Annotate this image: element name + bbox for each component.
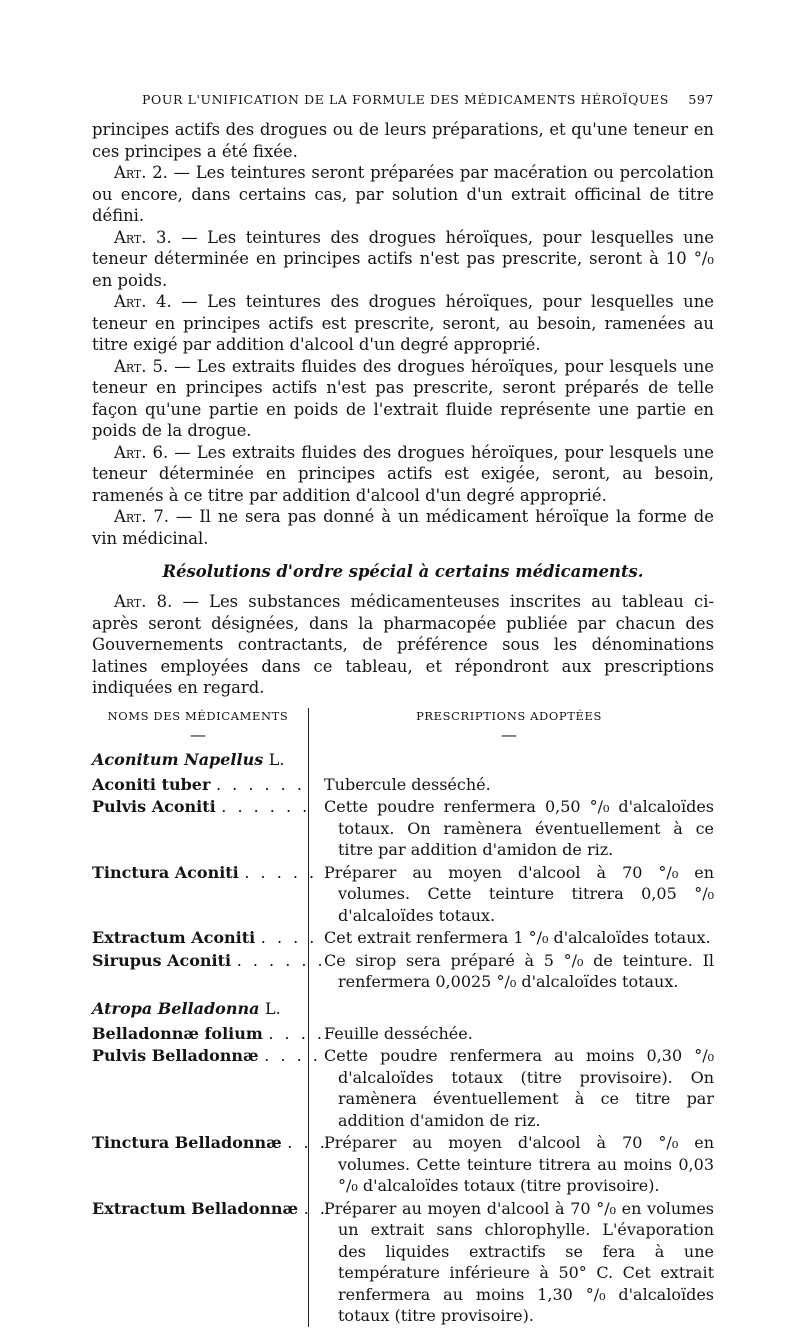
table-row — [92, 927, 714, 949]
name-text: Extractum Belladonnæ — [92, 1198, 299, 1218]
table-row — [92, 774, 714, 796]
body-text — [92, 119, 714, 699]
article-paragraph — [92, 162, 714, 227]
prescription: Cette poudre renfermera au moins 0,30 °/₀ d'alcaloïdes totaux (titre provisoire). On ramènera éventuellement à ce titre par addition d'amidon de riz. — [324, 1046, 714, 1130]
medicament-name — [92, 1132, 328, 1197]
dash: — — [501, 724, 517, 744]
table-row — [92, 1023, 714, 1045]
medicaments-table — [92, 709, 714, 1327]
table-row — [92, 862, 714, 927]
dot-leader: . . . — [287, 1133, 328, 1152]
medicament-name — [92, 1023, 325, 1045]
article-paragraph — [92, 291, 714, 356]
article-label: Art. 3. — [114, 227, 172, 247]
prescription: Cette poudre renfermera 0,50 °/₀ d'alcaloïdes totaux. On ramènera éventuellement à ce titre par addition d'amidon de riz. — [324, 797, 714, 859]
header-dashes — [92, 725, 714, 744]
medicament-name — [92, 774, 304, 796]
name-text: Belladonnæ folium — [92, 1023, 263, 1043]
dot-leader: . . . . — [268, 1023, 325, 1043]
article-paragraph — [92, 227, 714, 292]
prescription: Cet extrait renfermera 1 °/₀ d'alcaloïdes totaux. — [324, 928, 711, 947]
table-row — [92, 950, 714, 993]
table-body — [92, 748, 714, 1327]
article-label: Art. 6. — [114, 442, 169, 462]
name-text: Tinctura Aconiti — [92, 862, 239, 882]
article-paragraph — [92, 442, 714, 507]
name-text: Extractum Aconiti — [92, 928, 256, 947]
page-number: 597 — [688, 92, 714, 107]
article-text: — Les extraits fluides des drogues héroïques, pour lesquels une teneur en principes actifs n'est pas prescrite, seront préparés de telle façon qu'une partie en poids de l'extrait fluide représente une partie en poids de la drogue. — [92, 356, 714, 440]
medicament-name — [92, 927, 318, 949]
column-header-prescriptions: PRESCRIPTIONS ADOPTÉES — [416, 708, 602, 723]
prescription: Préparer au moyen d'alcool à 70 °/₀ en volumes. Cette teinture titrera 0,05 °/₀ d'alcaloïdes totaux. — [324, 862, 714, 925]
plant-name: Atropa Belladonna — [92, 998, 260, 1018]
article-label: Art. 8. — [114, 592, 173, 611]
dash: — — [190, 724, 206, 744]
medicament-name — [92, 1045, 321, 1131]
article-label: Art. 4. — [114, 292, 172, 311]
name-text: Aconiti tuber — [92, 774, 211, 794]
article-text: — Les teintures des drogues héroïques, pour lesquelles une teneur déterminée en principes actifs n'est pas prescrite, seront à 10 °/₀ en poids. — [92, 227, 714, 290]
prescription: Ce sirop sera préparé à 5 °/₀ de teinture. Il renfermera 0,0025 °/₀ d'alcaloïdes totaux. — [324, 950, 714, 991]
column-header-names: NOMS DES MÉDICAMENTS — [107, 708, 289, 723]
article-label: Art. 2. — [114, 163, 168, 182]
dot-leader: . . . . — [260, 928, 318, 947]
section-heading: Résolutions d'ordre spécial à certains médicaments. — [162, 562, 644, 581]
article-text: — Les substances médicamenteuses inscrites au tableau ci-après seront désignées, dans la pharmacopée publiée par chacun des Gouvernements contractants, de préférence sous les dénominations latines employées dans ce tableau, et répondront aux prescriptions indiquées en regard. — [92, 592, 714, 697]
article-paragraph — [92, 591, 714, 699]
table-row — [92, 1198, 714, 1327]
name-text: Tinctura Belladonnæ — [92, 1133, 282, 1152]
article-text: — Les teintures seront préparées par macération ou percolation ou encore, dans certains cas, par solution d'un extrait officinal de titre défini. — [92, 163, 714, 225]
dot-leader: . . — [303, 1198, 328, 1218]
plant-heading — [92, 997, 714, 1021]
table-header — [92, 709, 714, 723]
table-row — [92, 1045, 714, 1131]
medicament-name — [92, 1198, 328, 1327]
name-text: Pulvis Belladonnæ — [92, 1046, 259, 1065]
prescription: Feuille desséchée. — [324, 1023, 473, 1043]
article-text: — Il ne sera pas donné à un médicament héroïque la forme de vin médicinal. — [92, 507, 714, 548]
paragraph — [92, 119, 714, 162]
plant-author: L. — [268, 749, 285, 769]
table-row — [92, 1132, 714, 1197]
plant-author: L. — [265, 998, 281, 1018]
name-text: Sirupus Aconiti — [92, 950, 232, 970]
article-paragraph — [92, 506, 714, 549]
dot-leader: . . . . . . — [215, 774, 305, 794]
article-text: — Les extraits fluides des drogues héroïques, pour lesquels une teneur déterminée en principes actifs est exigée, seront, au besoin, ramenés à ce titre par addition d'alcool d'un degré approprié. — [92, 442, 714, 505]
paragraph-text: principes actifs des drogues ou de leurs préparations, et qu'une teneur en ces principes a été fixée. — [92, 120, 714, 161]
article-paragraph — [92, 356, 714, 442]
running-title: POUR L'UNIFICATION DE LA FORMULE DES MÉDICAMENTS HÉROÏQUES — [142, 92, 669, 107]
prescription: Tubercule desséché. — [324, 774, 491, 794]
dot-leader: . . . . — [264, 1046, 321, 1065]
prescription: Préparer au moyen d'alcool à 70 °/₀ en volumes un extrait sans chlorophylle. L'évaporation des liquides extractifs se fera à une température inférieure à 50° C. Cet extrait renfermera au moins 1,30 °/₀ d'alcaloïdes totaux (titre provisoire). — [324, 1198, 714, 1325]
medicament-name — [92, 796, 311, 861]
dot-leader: . . . . . — [244, 862, 318, 882]
running-header — [142, 92, 714, 107]
prescription: Préparer au moyen d'alcool à 70 °/₀ en volumes. Cette teinture titrera au moins 0,03 °/₀ d'alcaloïdes totaux (titre provisoire). — [324, 1133, 714, 1195]
document-page — [92, 92, 714, 1328]
article-label: Art. 5. — [114, 356, 169, 376]
name-text: Pulvis Aconiti — [92, 797, 216, 816]
plant-name: Aconitum Napellus — [92, 749, 264, 769]
table-row — [92, 796, 714, 861]
medicament-name — [92, 862, 318, 927]
article-text: — Les teintures des drogues héroïques, pour lesquelles une teneur en principes actifs est prescrite, seront, au besoin, ramenées au titre exigé par addition d'alcool d'un degré approprié. — [92, 292, 714, 354]
plant-heading — [92, 748, 714, 772]
medicament-name — [92, 950, 326, 993]
dot-leader: . . . . . . — [236, 950, 326, 970]
dot-leader: . . . . . . — [221, 797, 311, 816]
article-label: Art. 7. — [114, 507, 170, 526]
